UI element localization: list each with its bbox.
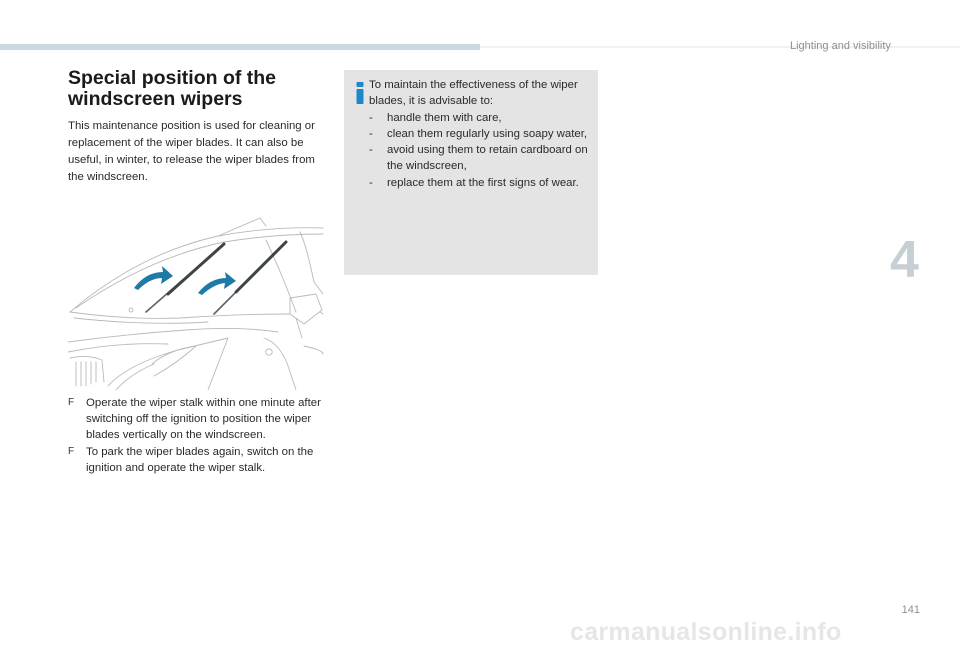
list-item-text: Operate the wiper stalk within one minute after switching off the ignition to position the wiper blades vertically on the windscreen. xyxy=(86,397,321,442)
section-title: Lighting and visibility xyxy=(790,40,891,52)
dash-bullet: - xyxy=(369,144,373,157)
windscreen-figure xyxy=(68,214,324,390)
list-item-text: avoid using them to retain cardboard on the windscreen, xyxy=(387,144,588,173)
page-title: Special position of the windscreen wipers xyxy=(68,67,277,110)
watermark: carmanualsonline.info xyxy=(570,618,842,646)
car-windscreen-illustration xyxy=(68,214,324,390)
dash-bullet: - xyxy=(369,176,373,189)
intro-paragraph: This maintenance position is used for cleaning or replacement of the wiper blades. It can also be useful, in winter, to release the wiper blades from the windscreen. xyxy=(68,120,315,183)
arrow-bullet: F xyxy=(68,445,75,457)
list-item xyxy=(369,126,591,142)
arrow-bullet: F xyxy=(68,397,75,408)
list-item xyxy=(68,444,326,476)
dash-bullet: - xyxy=(369,111,373,124)
instruction-list xyxy=(68,395,326,476)
dash-bullet: - xyxy=(369,127,373,140)
list-item xyxy=(369,175,591,191)
list-item-text: replace them at the first signs of wear. xyxy=(387,176,579,189)
list-item-text: clean them regularly using soapy water, xyxy=(387,127,588,140)
list-item xyxy=(68,395,326,444)
list-item-text: handle them with care, xyxy=(387,111,502,124)
info-icon xyxy=(353,81,367,105)
header-accent-bar xyxy=(0,44,480,50)
list-item xyxy=(369,110,591,126)
page-number: 141 xyxy=(901,604,920,616)
list-item-text: To park the wiper blades again, switch on the ignition and operate the wiper stalk. xyxy=(86,445,314,474)
advice-list xyxy=(369,110,591,191)
info-text xyxy=(369,77,591,191)
info-intro: To maintain the effectiveness of the wiper blades, it is advisable to: xyxy=(369,79,578,108)
chapter-number: 4 xyxy=(890,231,919,289)
list-item xyxy=(369,142,591,175)
info-box xyxy=(344,70,598,275)
